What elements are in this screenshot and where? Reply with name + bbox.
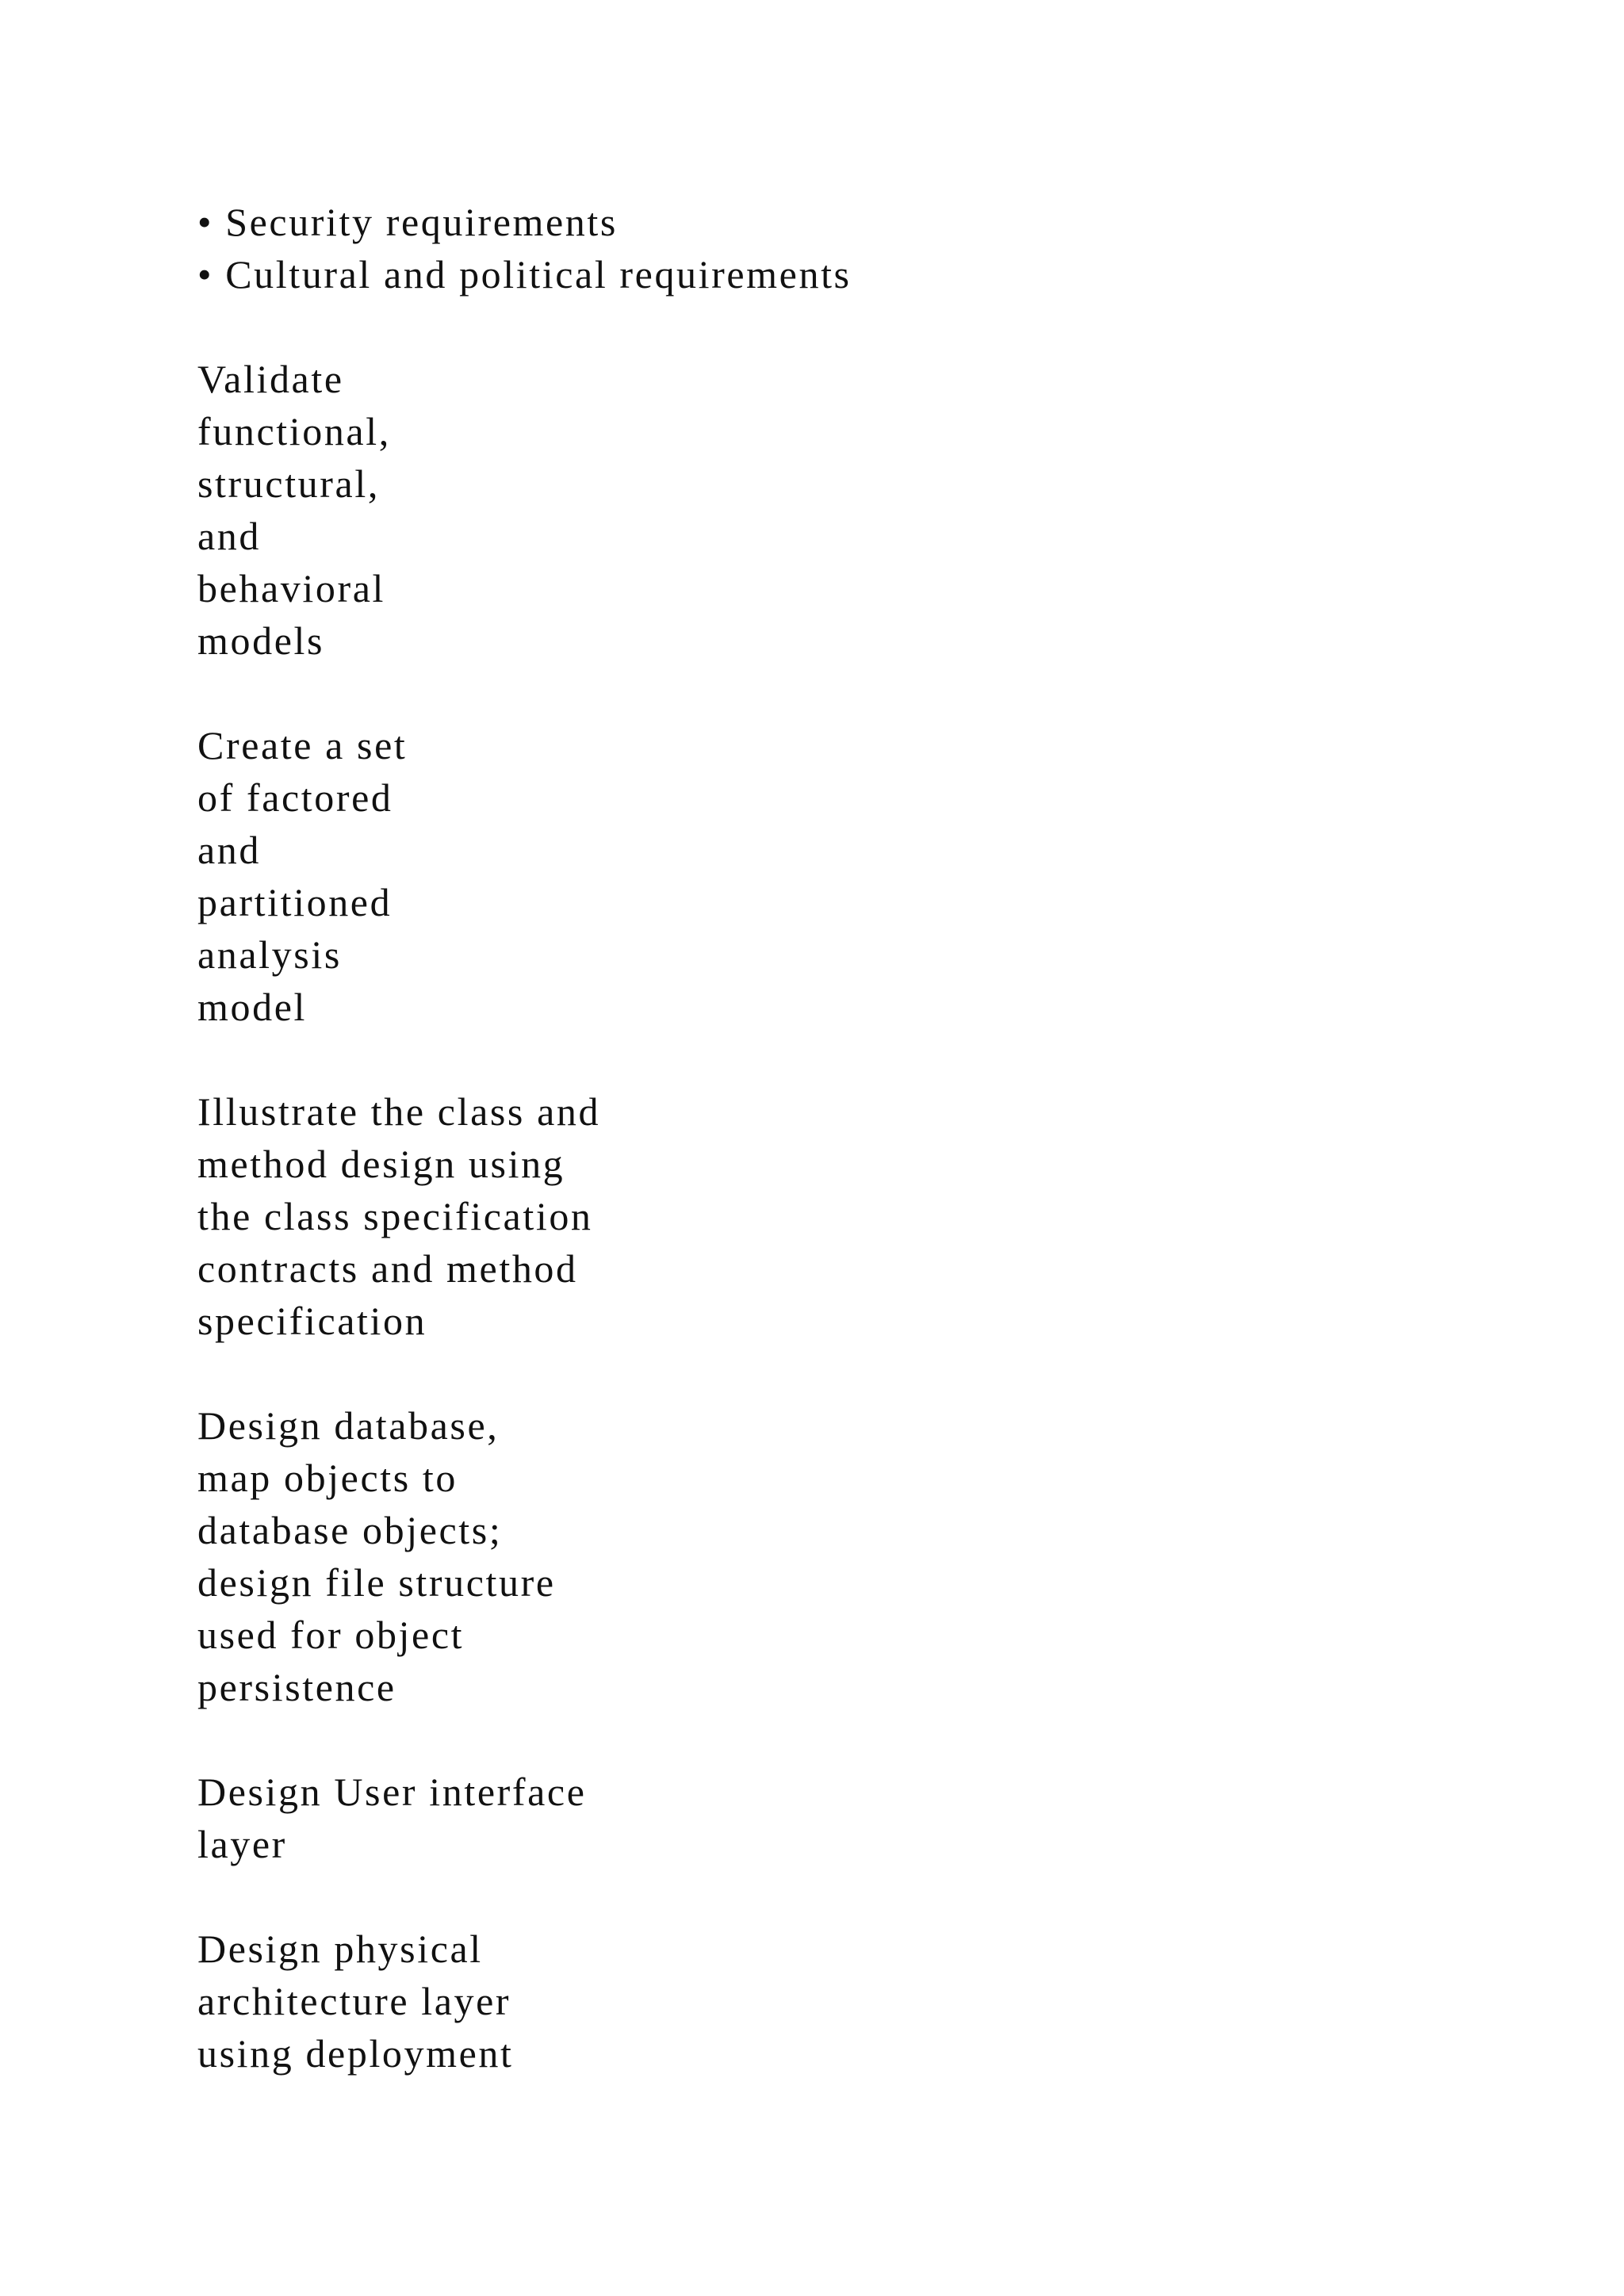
paragraph-line: persistence (197, 1665, 396, 1709)
paragraph-line: of factored (197, 775, 393, 820)
paragraph-line: architecture layer (197, 1979, 511, 2023)
paragraph-line: behavioral (197, 566, 386, 610)
paragraph-line: contracts and method (197, 1246, 578, 1291)
paragraph-line: design file structure (197, 1560, 556, 1605)
document-body (197, 196, 1545, 2080)
paragraph-line: model (197, 985, 307, 1029)
bullet-item: • Security requirements (197, 200, 618, 244)
paragraph-line: the class specification (197, 1194, 593, 1238)
paragraph-line: Design database, (197, 1403, 500, 1448)
paragraph-line: functional, (197, 409, 391, 453)
paragraph-gap (197, 1870, 1545, 1923)
paragraph-line: using deployment (197, 2031, 514, 2076)
paragraph-gap (197, 300, 1545, 353)
paragraph-database-design (197, 1399, 1545, 1713)
paragraph-line: structural, (197, 461, 380, 506)
bullet-item: • Cultural and political requirements (197, 252, 852, 297)
paragraph-gap (197, 667, 1545, 719)
paragraph-line: layer (197, 1822, 287, 1866)
paragraph-line: partitioned (197, 880, 393, 924)
paragraph-user-interface (197, 1766, 1545, 1870)
paragraph-physical-architecture (197, 1923, 1545, 2080)
paragraph-validate-models (197, 353, 1545, 667)
paragraph-gap (197, 1033, 1545, 1085)
paragraph-line: Validate (197, 357, 344, 401)
paragraph-line: database objects; (197, 1508, 503, 1552)
paragraph-line: Design physical (197, 1927, 483, 1971)
paragraph-line: map objects to (197, 1456, 458, 1500)
paragraph-line: method design using (197, 1142, 565, 1186)
paragraph-line: and (197, 514, 261, 558)
paragraph-line: analysis (197, 932, 342, 977)
paragraph-line: models (197, 618, 325, 663)
paragraph-line: Design User interface (197, 1770, 587, 1814)
paragraph-line: Create a set (197, 723, 408, 767)
paragraph-line: specification (197, 1299, 427, 1343)
paragraph-line: Illustrate the class and (197, 1089, 601, 1134)
paragraph-line: used for object (197, 1613, 465, 1657)
paragraph-gap (197, 1347, 1545, 1399)
paragraph-gap (197, 1713, 1545, 1766)
paragraph-class-method-design (197, 1085, 1545, 1347)
paragraph-line: and (197, 828, 261, 872)
paragraph-analysis-model (197, 719, 1545, 1033)
